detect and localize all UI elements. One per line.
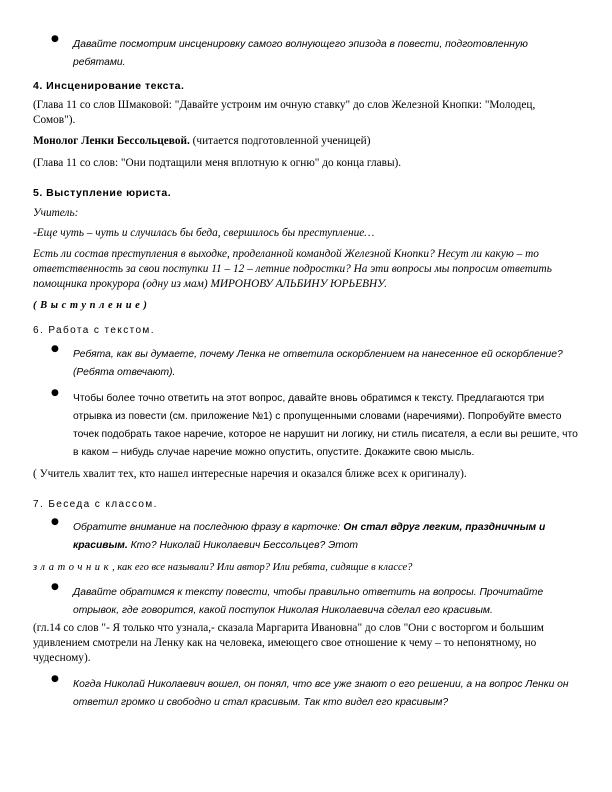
section-6-list-2: [33, 388, 578, 460]
zlatochnik-line: [33, 560, 578, 575]
section-7-heading: 7. Беседа с классом.: [33, 499, 158, 510]
monologue-label: Монолог Ленки Бессольцевой.: [33, 135, 190, 147]
section-6-note: ( Учитель хвалит тех, кто нашел интересные наречия и оказался ближе всех к оригиналу).: [33, 468, 467, 480]
bullet-dot-icon: ●: [51, 674, 59, 684]
teacher-line-1: -Еще чуть – чуть и случилась бы беда, свершилось бы преступление…: [33, 227, 375, 239]
section-6-bullet-2: Чтобы более точно ответить на этот вопрос, давайте вновь обратимся к тексту. Предлагаются три отрывка из повести (см. приложение №1) с пропущенными словами (наречиями). Попробуйте вместо точек подобрать такое наречие, которое не нарушит ни логику, ни стиль писателя, а если вы решите, что в каком – нибудь случае наречие можно опустить, опустите. Докажите свою мысль.: [73, 393, 578, 458]
intro-bullet-text: Давайте посмотрим инсценировку самого волнующего эпизода в повести, подготовленную ребятами.: [73, 39, 528, 68]
bullet-dot-icon: ●: [51, 34, 59, 44]
list-item: [33, 517, 578, 553]
section-7-list-2: [33, 582, 578, 618]
section-4-heading: 4. Инсценирование текста.: [33, 80, 185, 92]
teacher-label: Учитель:: [33, 207, 79, 219]
bullet-dot-icon: ●: [51, 388, 59, 398]
list-item: [33, 674, 578, 710]
bullet-dot-icon: ●: [51, 344, 59, 354]
bullet-1-intro: Обратите внимание на последнюю фразу в карточке:: [73, 522, 344, 533]
section-7-bullet-1: [73, 522, 545, 551]
performance-note: (Выступление): [33, 300, 151, 311]
section-4-paragraph-2: [33, 134, 578, 149]
bullet-1-question: Кто? Николай Николаевич Бессольцев? Этот: [127, 540, 358, 551]
list-item: [33, 388, 578, 460]
bullet-1-quote: Он стал вдруг легким, праздничным и красивым.: [73, 522, 546, 551]
section-7-bullet-2: Давайте обратимся к тексту повести, чтобы правильно ответить на вопросы. Прочитайте отрывок, где говорится, какой поступок Николая Николаевича сделал его красивым.: [73, 587, 544, 616]
list-item: [33, 344, 578, 380]
section-5-heading: 5. Выступление юриста.: [33, 187, 172, 199]
section-7-quote: (гл.14 со слов "- Я только что узнала,- сказала Маргарита Ивановна" до слов "Они с восторгом и большим удивлением смотрели на Ленку как на человека, имеющего свое отношение к чему – то непонятному, но чудесному).: [33, 622, 544, 664]
bullet-dot-icon: ●: [51, 517, 59, 527]
section-7-list: [33, 517, 578, 553]
section-6-list: [33, 344, 578, 380]
monologue-note: (читается подготовленной ученицей): [189, 135, 371, 147]
list-item: [33, 34, 578, 70]
zlatochnik-word: златочник: [33, 562, 113, 573]
section-7-bullet-3: Когда Николай Николаевич вошел, он понял, что все уже знают о его решении, а на вопрос Ленки он ответил громко и свободно и стал красивым. Так кто видел его красивым?: [73, 679, 569, 708]
section-4-paragraph-3: (Глава 11 со слов: "Они подтащили меня вплотную к огню" до конца главы).: [33, 157, 402, 169]
bullet-dot-icon: ●: [51, 582, 59, 592]
teacher-line-2: Есть ли состав преступления в выходке, проделанной командой Железной Кнопки? Несут ли какую – то ответственность за свои поступки 11 – 12 – летние подростки? На эти вопросы мы попросим ответить помощника прокурора (одну из мам) МИРОНОВУ АЛЬБИНУ ЮРЬЕВНУ.: [33, 248, 552, 290]
section-7-list-3: [33, 674, 578, 710]
section-6-bullet-1: Ребята, как вы думаете, почему Ленка не ответила оскорблением на нанесенное ей оскорбление? (Ребята отвечают).: [73, 349, 563, 378]
list-item: [33, 582, 578, 618]
section-6-heading: 6. Работа с текстом.: [33, 325, 155, 336]
zlatochnik-question: , как его все называли? Или автор? Или ребята, сидящие в классе?: [112, 562, 413, 573]
intro-list: [33, 34, 578, 70]
section-4-paragraph-1: (Глава 11 со слов Шмаковой: "Давайте устроим им очную ставку" до слов Железной Кнопки: "Молодец, Сомов").: [33, 99, 536, 126]
